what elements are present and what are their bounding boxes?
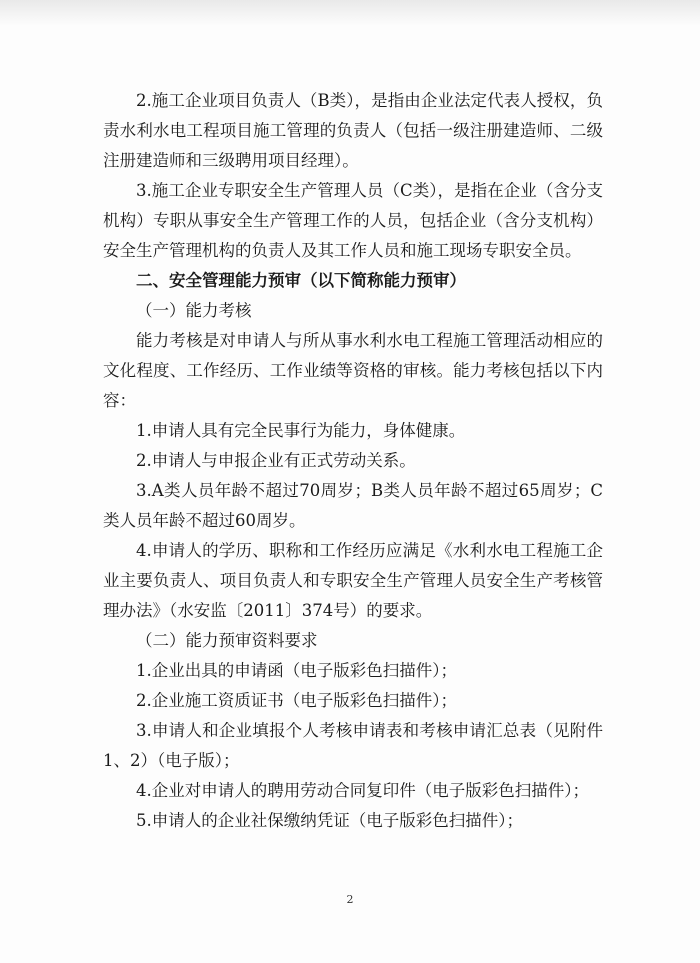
section-2-heading: 二、安全管理能力预审（以下简称能力预审） bbox=[136, 271, 466, 290]
document-body bbox=[103, 86, 603, 836]
requirement-1: 1.申请人具有完全民事行为能力，身体健康。 bbox=[136, 421, 466, 440]
paragraph-ability-intro: 能力考核是对申请人与所从事水利水电工程施工管理活动相应的文化程度、工作经历、工作业绩等资格的审核。能力考核包括以下内容： bbox=[103, 331, 603, 410]
document-item-4: 4.企业对申请人的聘用劳动合同复印件（电子版彩色扫描件）； bbox=[136, 781, 589, 800]
document-item-2: 2.企业施工资质证书（电子版彩色扫描件）； bbox=[136, 691, 457, 710]
document-item-3: 3.申请人和企业填报个人考核申请表和考核申请汇总表（见附件1、2）（电子版）； bbox=[103, 721, 603, 770]
document-item-1: 1.企业出具的申请函（电子版彩色扫描件）； bbox=[136, 661, 457, 680]
subsection-2-heading: （二）能力预审资料要求 bbox=[136, 631, 318, 650]
document-item-5: 5.申请人的企业社保缴纳凭证（电子版彩色扫描件）； bbox=[136, 811, 523, 830]
requirement-3: 3.A类人员年龄不超过70周岁；B类人员年龄不超过65周岁；C类人员年龄不超过60周岁。 bbox=[103, 481, 603, 530]
paragraph-item-b: 2.施工企业项目负责人（B类），是指由企业法定代表人授权，负责水利水电工程项目施工管理的负责人（包括一级注册建造师、二级注册建造师和三级聘用项目经理）。 bbox=[103, 91, 603, 170]
paragraph-item-c: 3.施工企业专职安全生产管理人员（C类），是指在企业（含分支机构）专职从事安全生产管理工作的人员，包括企业（含分支机构）安全生产管理机构的负责人及其工作人员和施工现场专职安全员。 bbox=[103, 181, 603, 260]
scan-shadow bbox=[0, 0, 700, 26]
requirement-4: 4.申请人的学历、职称和工作经历应满足《水利水电工程施工企业主要负责人、项目负责人和专职安全生产管理人员安全生产考核管理办法》（水安监〔2011〕374号）的要求。 bbox=[103, 541, 603, 620]
page-number: 2 bbox=[346, 893, 354, 906]
requirement-2: 2.申请人与申报企业有正式劳动关系。 bbox=[136, 451, 416, 470]
subsection-1-heading: （一）能力考核 bbox=[136, 301, 252, 320]
